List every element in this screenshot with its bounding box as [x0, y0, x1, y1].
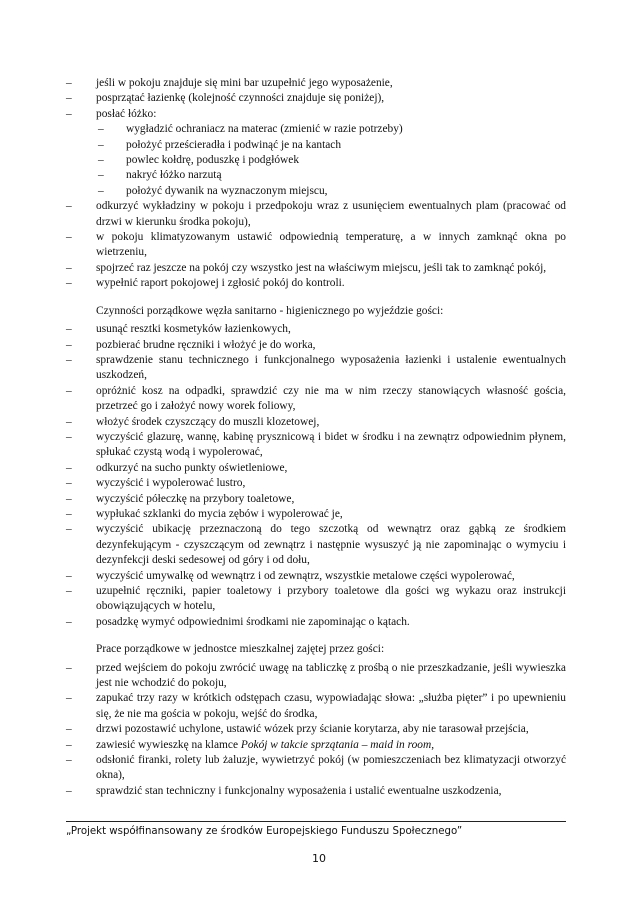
list-item: – odkurzyć na sucho punkty oświetleniowe, [66, 461, 288, 474]
occupied-room-tasks-list [66, 661, 566, 800]
footer-project-note: „Projekt współfinansowany ze środków Europejskiego Funduszu Społecznego” [66, 826, 463, 837]
section-heading-occupied-room: Prace porządkowe w jednostce mieszkalnej zajętej przez gości: [96, 643, 385, 656]
list-item: – uzupełnić ręczniki, papier toaletowy i przybory toaletowe dla gości wg wykazu oraz instrukcji obowiązujących w hotelu, [66, 585, 566, 613]
hanger-sign-text: Pokój w takcie sprzątania – maid in room [240, 738, 432, 751]
list-item: – odsłonić firanki, rolety lub żaluzje, wywietrzyć pokój (w pomieszczeniach bez klimatyzacji otworzyć okna), [66, 754, 566, 782]
list-item: – wyczyścić ubikację przeznaczoną do tego szczotką od wewnątrz oraz gąbką ze środkiem dezynfekującym - czyszczącym od zewnątrz i następnie wysuszyć ją nie zapominając o wymyciu i dezynfekcji deski sedesowej od góry i od dołu, [66, 523, 566, 567]
list-item: – drzwi pozostawić uchylone, ustawić wózek przy ścianie korytarza, aby nie tarasował przejścia, [66, 723, 529, 736]
list-item: – wypłukać szklanki do mycia zębów i wypolerować je, [66, 507, 343, 520]
page-number: 10 [312, 852, 326, 865]
section-heading-sanitary: Czynności porządkowe węzła sanitarno - higienicznego po wyjeździe gości: [96, 304, 444, 317]
list-item: – zapukać trzy razy w krótkich odstępach czasu, wypowiadając słowa: „służba pięter” i po upewnieniu się, że nie ma gościa w pokoju, wejść do środka, [66, 692, 566, 720]
list-item: – jeśli w pokoju znajduje się mini bar uzupełnić jego wyposażenie, [66, 77, 393, 89]
room-tasks-list [66, 76, 566, 292]
list-item: – włożyć środek czyszczący do muszli klozetowej, [66, 415, 320, 428]
list-item: – zawiesić wywieszkę na klamce Pokój w takcie sprzątania – maid in room, [66, 738, 435, 751]
list-item: – odkurzyć wykładziny w pokoju i przedpokoju wraz z usunięciem ewentualnych plam (pracować od drzwi w kierunku środka pokoju), [66, 200, 566, 228]
list-item: – opróżnić kosz na odpadki, sprawdzić czy nie ma w nim rzeczy stanowiących własność gościa, przetrzeć go i założyć nowy worek foliowy, [66, 384, 566, 413]
list-item: – sprawdzenie stanu technicznego i funkcjonalnego wyposażenia łazienki i ustalenie ewentualnych uszkodzeń, [66, 353, 566, 382]
list-item: – sprawdzić stan techniczny i funkcjonalny wyposażenia i ustalić ewentualne uszkodzenia, [66, 784, 502, 797]
document-body [66, 76, 566, 799]
list-item: – wyczyścić umywalkę od wewnątrz i od zewnątrz, wszystkie metalowe części wypolerować, [66, 569, 515, 582]
sublist-item: – położyć prześcieradła i podwinąć je na kantach [98, 138, 342, 151]
bed-making-sublist [66, 122, 566, 199]
sublist-item: – położyć dywanik na wyznaczonym miejscu, [98, 184, 328, 197]
list-item: – w pokoju klimatyzowanym ustawić odpowiednią temperaturę, a w innych zamknąć okna po wietrzeniu, [66, 231, 566, 259]
list-item: – wyczyścić glazurę, wannę, kabinę prysznicową i bidet w środku i na zewnątrz odpowiednim płynem, spłukać czystą wodą i wypolerować, [66, 430, 566, 459]
list-item: – spojrzeć raz jeszcze na pokój czy wszystko jest na właściwym miejscu, jeśli tak to zamknąć pokój, [66, 261, 547, 274]
footer-divider [66, 821, 566, 822]
list-item: – wyczyścić i wypolerować lustro, [66, 477, 246, 490]
sublist-item: – wygładzić ochraniacz na materac (zmienić w razie potrzeby) [98, 123, 403, 136]
list-item: – przed wejściem do pokoju zwrócić uwagę na tabliczkę z prośbą o nie przeszkadzanie, jeśli wywieszka jest nie wchodzić do pokoju, [66, 661, 566, 690]
list-item: – usunąć resztki kosmetyków łazienkowych, [66, 323, 291, 336]
list-item: – wyczyścić półeczkę na przybory toaletowe, [66, 492, 295, 505]
list-item: – pozbierać brudne ręczniki i włożyć je do worka, [66, 338, 316, 351]
list-item: – wypełnić raport pokojowej i zgłosić pokój do kontroli. [66, 277, 345, 290]
list-item: – posprzątać łazienkę (kolejność czynności znajduje się poniżej), [66, 92, 385, 105]
sublist-item: – powlec kołdrę, poduszkę i podgłówek [98, 154, 300, 167]
list-item: – posłać łóżko: [66, 107, 157, 120]
bed-making-sublist-wrap [66, 122, 566, 199]
sanitary-tasks-list [66, 322, 566, 630]
sublist-item: – nakryć łóżko narzutą [98, 169, 222, 182]
list-item: – posadzkę wymyć odpowiednimi środkami nie zapominając o kątach. [66, 615, 410, 628]
